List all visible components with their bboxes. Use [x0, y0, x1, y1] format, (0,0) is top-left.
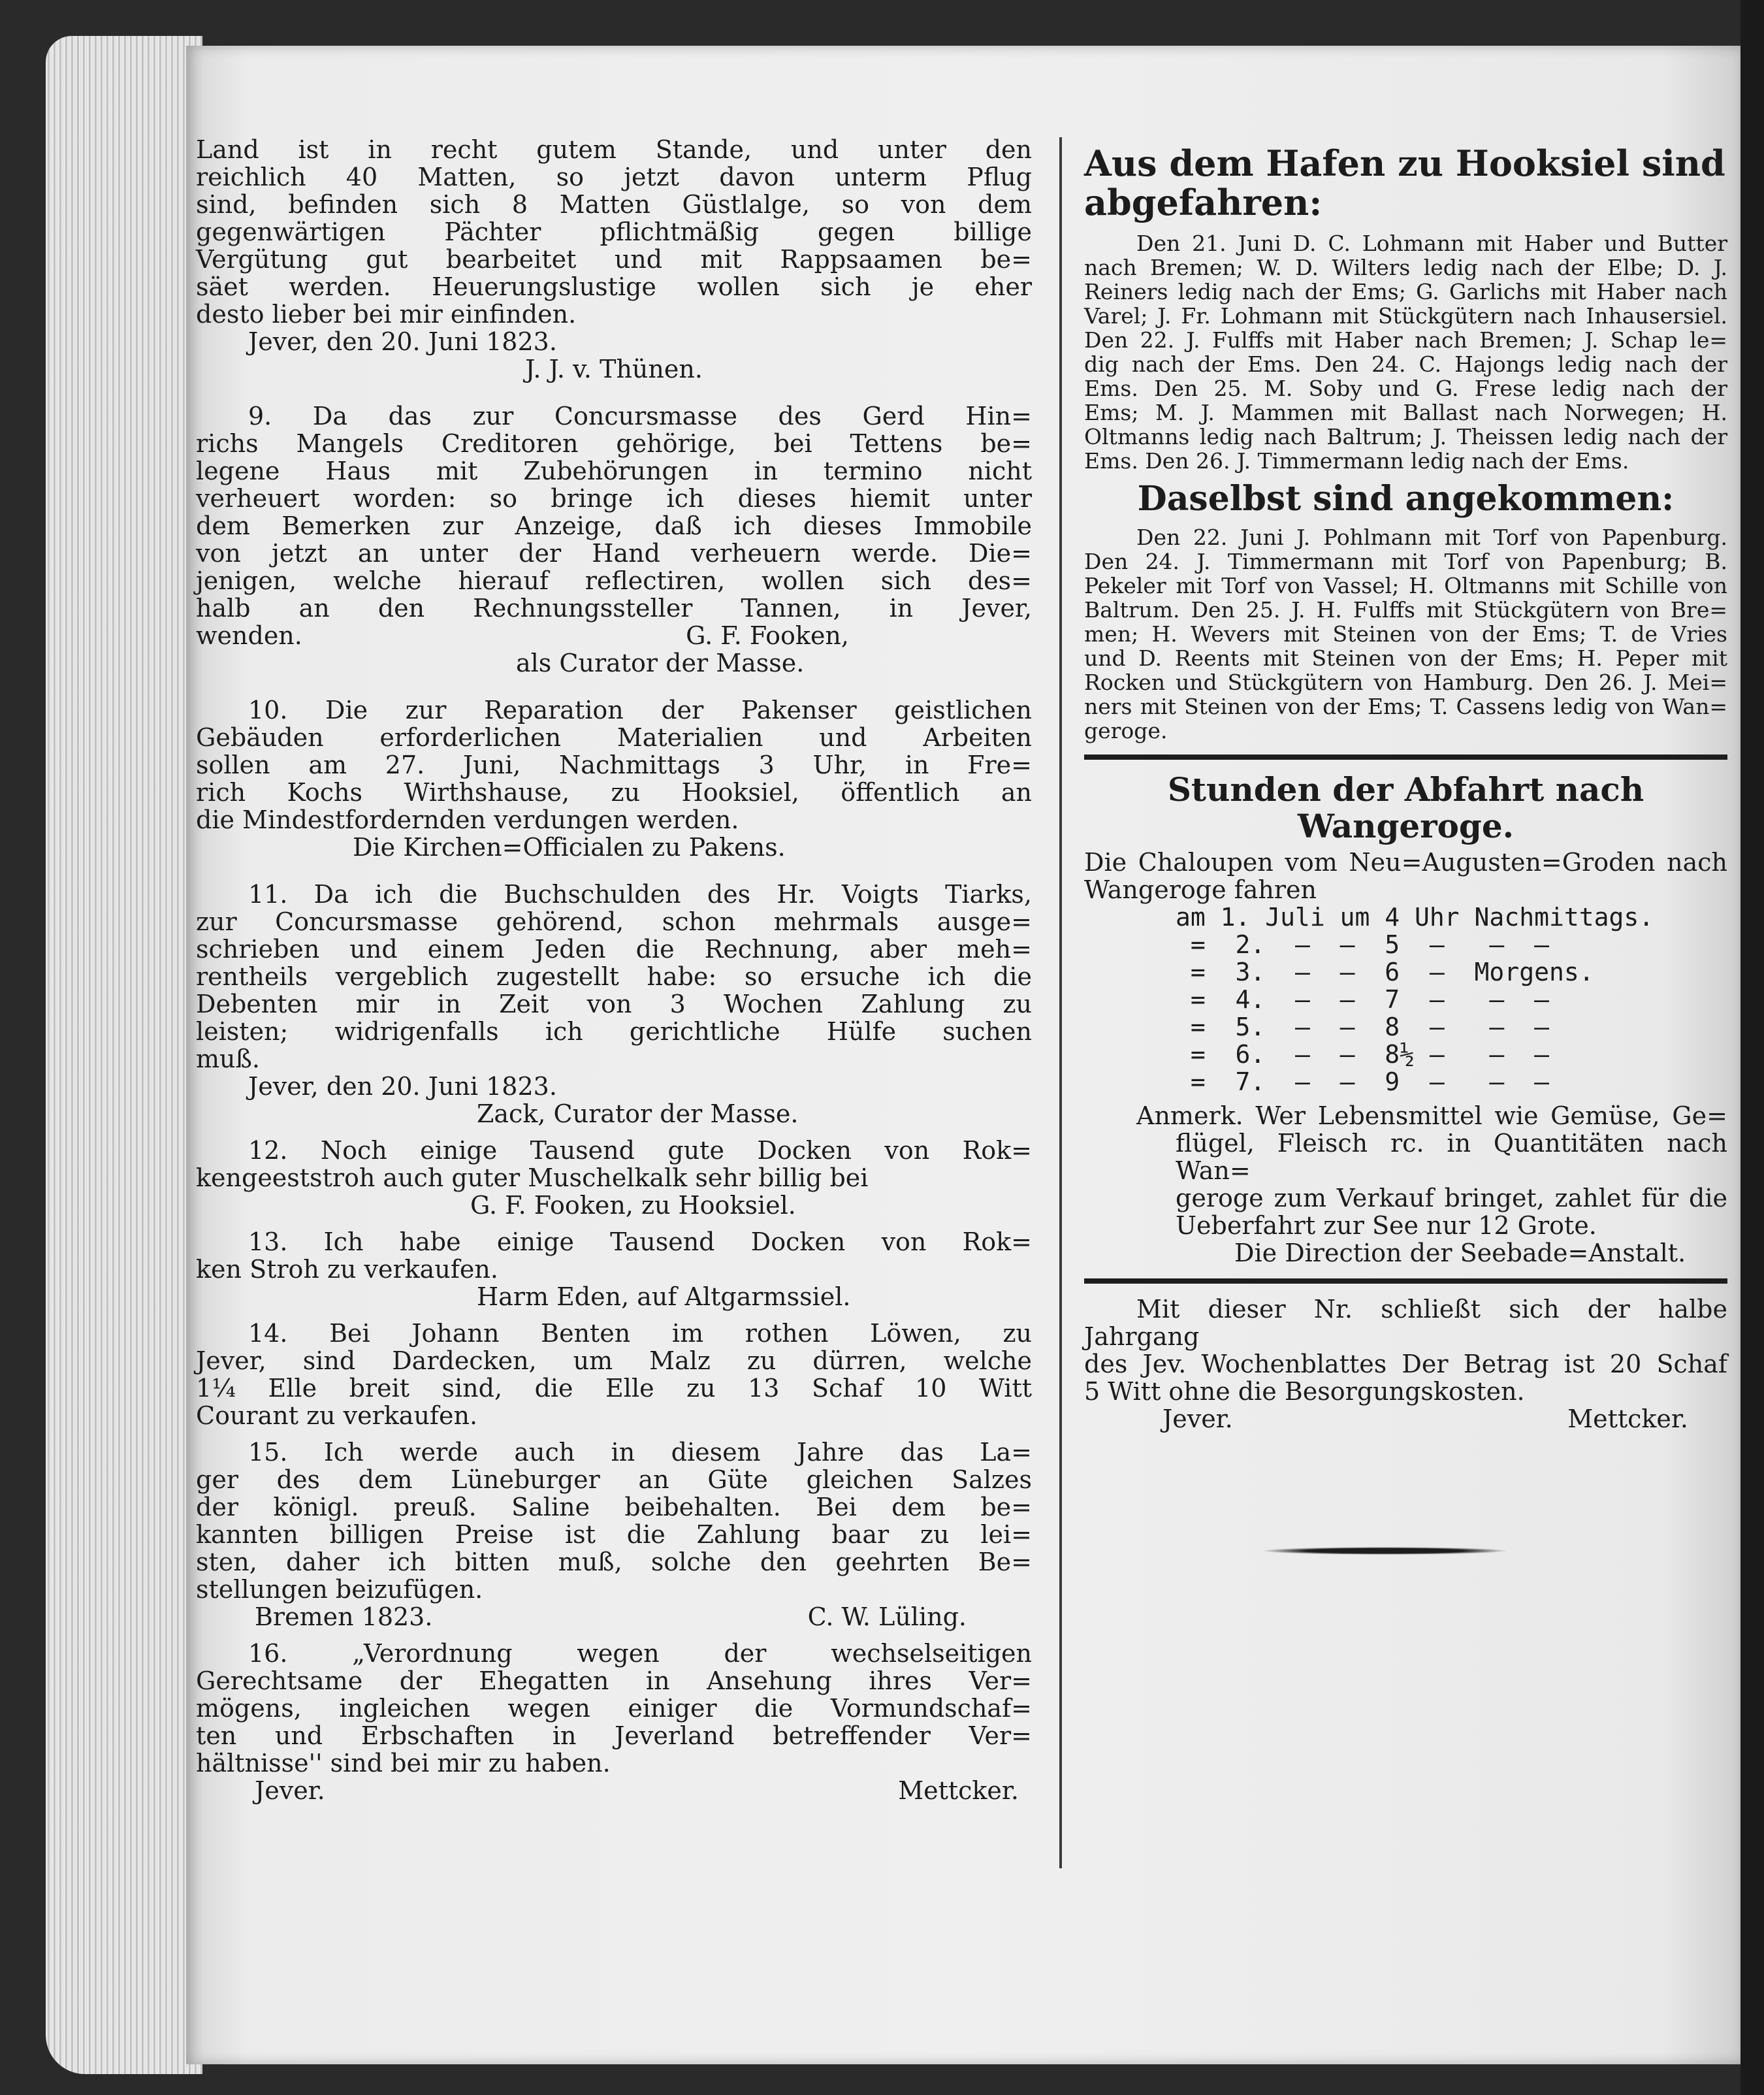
text-line: kengeeststroh auch guter Muschelkalk sehr billig bei	[196, 1163, 869, 1192]
text-line: 11. Da ich die Buchschulden des Hr. Voigts Tiarks,	[248, 880, 1032, 909]
place-date: Jever.	[1163, 1405, 1233, 1433]
text-line: des Jev. Wochenblattes Der Betrag ist 20 Schaf	[1084, 1350, 1727, 1378]
text-line: zur Concursmasse gehörend, schon mehrmals ausge=	[196, 907, 1032, 936]
signature: G. F. Fooken,	[686, 621, 849, 650]
text-line: legene Haus mit Zubehörungen in termino nicht	[196, 457, 1032, 485]
text-line: Vergütung gut bearbeitet und mit Rappsaamen be=	[196, 245, 1032, 274]
schedule-row: = 2. — — 5 — — —	[1176, 930, 1549, 959]
departure-schedule	[1084, 903, 1727, 1096]
text-line: säet werden. Heuerungslustige wollen sich je eher	[196, 272, 1032, 301]
text-line: sollen am 27. Juni, Nachmittags 3 Uhr, in Fre=	[196, 751, 1032, 779]
schedule-row: = 6. — — 8½ — — —	[1176, 1040, 1549, 1069]
text-line: men; H. Wevers mit Steinen von der Ems; T. de Vries	[1084, 621, 1727, 647]
text-line: dem Bemerken zur Anzeige, daß ich dieses Immobile	[196, 512, 1032, 540]
text-line: 14. Bei Johann Benten im rothen Löwen, zu	[248, 1319, 1032, 1348]
schedule-row: = 3. — — 6 — Morgens.	[1176, 958, 1594, 986]
text-line: ten und Erbschaften in Jeverland betreffender Ver=	[196, 1721, 1032, 1750]
signature: J. J. v. Thünen.	[525, 355, 703, 383]
text-line: 9. Da das zur Concursmasse des Gerd Hin=	[248, 402, 1032, 430]
text-line: ger des dem Lüneburger an Güte gleichen Salzes	[196, 1465, 1032, 1494]
signature: Die Kirchen=Officialen zu Pakens.	[353, 833, 786, 862]
text-line: 13. Ich habe einige Tausend Docken von Rok=	[248, 1227, 1032, 1256]
text-line: 10. Die zur Reparation der Pakenser geistlichen	[248, 696, 1032, 724]
text-line: von jetzt an unter der Hand verheuern werde. Die=	[196, 539, 1032, 568]
text-line: Jever, sind Dardecken, um Malz zu dürren, welche	[196, 1346, 1032, 1375]
notice-16	[196, 1640, 1032, 1804]
notice-13	[196, 1228, 1032, 1310]
text-line: sind, befinden sich 8 Matten Güstlalge, so von dem	[196, 190, 1032, 219]
text-line: muß.	[196, 1045, 260, 1073]
schedule-row: = 5. — — 8 — — —	[1176, 1013, 1549, 1041]
text-line: Rocken und Stückgütern von Hamburg. Den 26. J. Mei=	[1084, 670, 1727, 695]
text-line: 1¼ Elle breit sind, die Elle zu 13 Schaf 10 Witt	[196, 1374, 1032, 1403]
schedule-row: = 7. — — 9 — — —	[1176, 1067, 1549, 1096]
text-line: 15. Ich werde auch in diesem Jahre das La=	[248, 1438, 1032, 1467]
place-date: Jever, den 20. Juni 1823.	[248, 1072, 557, 1101]
text-line: rich Kochs Wirthshause, zu Hooksiel, öffentlich an	[196, 778, 1032, 807]
schedule-row: = 4. — — 7 — — —	[1176, 985, 1549, 1014]
notice-11	[196, 881, 1032, 1128]
text-line: Ems. Den 25. M. Soby und G. Frese ledig nach der	[1084, 376, 1727, 401]
text-line: dig nach der Ems. Den 24. C. Hajongs ledig nach der	[1084, 351, 1727, 377]
schedule-row: am 1. Juli um 4 Uhr Nachmittags.	[1176, 903, 1654, 932]
place-date: Jever, den 20. Juni 1823.	[248, 327, 557, 356]
section-rule	[1084, 1278, 1727, 1284]
text-line: Gerechtsame der Ehegatten in Ansehung ihres Ver=	[196, 1666, 1032, 1695]
text-line: hältnisse'' sind bei mir zu haben.	[196, 1749, 611, 1778]
text-line: schrieben und einem Jeden die Rechnung, aber meh=	[196, 935, 1032, 964]
scan-border	[1740, 0, 1764, 2095]
notice-14	[196, 1320, 1032, 1429]
text-line: jenigen, welche hierauf reflectiren, wollen sich des=	[196, 566, 1032, 595]
text-line: Pekeler mit Torf von Vassel; H. Oltmanns mit Schille von	[1084, 573, 1727, 598]
text-line: kannten billigen Preise ist die Zahlung baar zu lei=	[196, 1520, 1032, 1549]
signature: Zack, Curator der Masse.	[477, 1099, 799, 1128]
notice-12	[196, 1137, 1032, 1219]
signature: Mettcker.	[898, 1776, 1019, 1805]
text-line: Ems; M. J. Mammen mit Ballast nach Norwegen; H.	[1084, 400, 1727, 425]
notice-lease	[196, 136, 1032, 383]
harbor-departures-heading: Aus dem Hafen zu Hooksiel sind abgefahren:	[1084, 142, 1725, 223]
text-line: Mit dieser Nr. schließt sich der halbe Jahrgang	[1084, 1295, 1727, 1351]
place-date: Jever.	[255, 1776, 325, 1805]
text-line: Den 22. J. Fulffs mit Haber nach Bremen; J. Schap le=	[1084, 327, 1727, 353]
text-line: ners mit Steinen von der Ems; T. Cassens ledig von Wan=	[1084, 694, 1727, 719]
signature: G. F. Fooken, zu Hooksiel.	[470, 1191, 796, 1220]
signature: Mettcker.	[1567, 1405, 1688, 1433]
notice-15	[196, 1438, 1032, 1631]
text-line: Den 22. Juni J. Pohlmann mit Torf von Papenburg.	[1136, 525, 1727, 550]
section-rule	[1084, 755, 1727, 760]
signature: Harm Eden, auf Altgarmssiel.	[477, 1282, 851, 1311]
notice-10	[196, 696, 1032, 861]
text-line: Gebäuden erforderlichen Materialien und Arbeiten	[196, 723, 1032, 752]
signature: C. W. Lüling.	[807, 1602, 967, 1631]
text-line: Den 21. Juni D. C. Lohmann mit Haber und Butter	[1136, 231, 1727, 256]
text-line: Ems. Den 26. J. Timmermann ledig nach der Ems.	[1084, 448, 1629, 474]
place-date: Bremen 1823.	[255, 1602, 433, 1631]
text-line: Ueberfahrt zur See nur 12 Grote.	[1176, 1211, 1597, 1240]
right-column	[1084, 144, 1727, 1433]
text-line: und D. Reents mit Steinen von der Ems; H. Peper mit	[1084, 645, 1727, 671]
text-line: Land ist in recht gutem Stande, und unter den	[196, 135, 1032, 164]
notice-9	[196, 402, 1032, 677]
text-line: Den 24. J. Timmermann mit Torf von Papenburg; B.	[1084, 549, 1727, 574]
text-line: der königl. preuß. Saline beibehalten. Bei dem be=	[196, 1493, 1032, 1521]
arrivals-heading: Daselbst sind angekommen:	[1137, 479, 1675, 519]
signature: Die Direction der Seebade=Anstalt.	[1234, 1239, 1686, 1267]
text-line: Die Chaloupen vom Neu=Augusten=Groden nach	[1084, 848, 1727, 877]
left-column	[196, 136, 1032, 1804]
text-line: gegenwärtigen Pächter pflichtmäßig gegen billige	[196, 218, 1032, 246]
text-line: 5 Witt ohne die Besorgungskosten.	[1084, 1377, 1525, 1406]
text-line: wenden.	[196, 621, 302, 650]
text-line: Baltrum. Den 25. J. H. Fulffs mit Stückgütern von Bre=	[1084, 597, 1727, 623]
text-line: Courant zu verkaufen.	[196, 1401, 478, 1430]
text-line: Varel; J. Fr. Lohmann mit Stückgütern nach Inhausersiel.	[1084, 303, 1727, 329]
text-line: flügel, Fleisch rc. in Quantitäten nach Wan=	[1176, 1129, 1727, 1185]
text-line: halb an den Rechnungssteller Tannen, in Jever,	[196, 594, 1032, 623]
text-line: Wangeroge fahren	[1084, 875, 1317, 904]
text-line: 16. „Verordnung wegen der wechselseitigen	[248, 1639, 1032, 1668]
text-line: Reiners ledig nach der Ems; G. Garlichs mit Haber nach	[1084, 279, 1727, 304]
text-line: geroge.	[1084, 718, 1168, 743]
text-line: geroge zum Verkauf bringet, zahlet für die	[1176, 1184, 1727, 1212]
text-line: sten, daher ich bitten muß, solche den geehrten Be=	[196, 1548, 1032, 1576]
text-line: mögens, ingleichen wegen einiger die Vormundschaf=	[196, 1694, 1032, 1723]
text-line: 12. Noch einige Tausend gute Docken von Rok=	[248, 1136, 1032, 1165]
column-divider	[1059, 137, 1062, 1868]
text-line: richs Mangels Creditoren gehörige, bei Tettens be=	[196, 429, 1032, 458]
text-line: nach Bremen; W. D. Wilters ledig nach der Elbe; D. J.	[1084, 255, 1727, 280]
schedule-heading: Stunden der Abfahrt nach Wangeroge.	[1167, 770, 1644, 845]
text-line: leisten; widrigenfalls ich gerichtliche Hülfe suchen	[196, 1017, 1032, 1046]
text-line: die Mindestfordernden verdungen werden.	[196, 805, 739, 834]
text-line: Oltmanns ledig nach Baltrum; J. Theissen ledig nach der	[1084, 424, 1727, 449]
signature-title: als Curator der Masse.	[516, 649, 805, 677]
book-page-edges	[46, 36, 202, 2074]
text-line: ken Stroh zu verkaufen.	[196, 1255, 498, 1284]
text-line: rentheils vergeblich zugestellt habe: so ersuche ich die	[196, 962, 1032, 991]
end-flourish	[1260, 1547, 1509, 1555]
text-line: desto lieber bei mir einfinden.	[196, 300, 577, 329]
text-line: reichlich 40 Matten, so jetzt davon unterm Pflug	[196, 163, 1032, 191]
text-line: Debenten mir in Zeit von 3 Wochen Zahlung zu	[196, 990, 1032, 1018]
text-line: stellungen beizufügen.	[196, 1575, 483, 1604]
text-line: verheuert worden: so bringe ich dieses hiemit unter	[196, 484, 1032, 513]
text-line: Anmerk. Wer Lebensmittel wie Gemüse, Ge=	[1136, 1101, 1727, 1130]
